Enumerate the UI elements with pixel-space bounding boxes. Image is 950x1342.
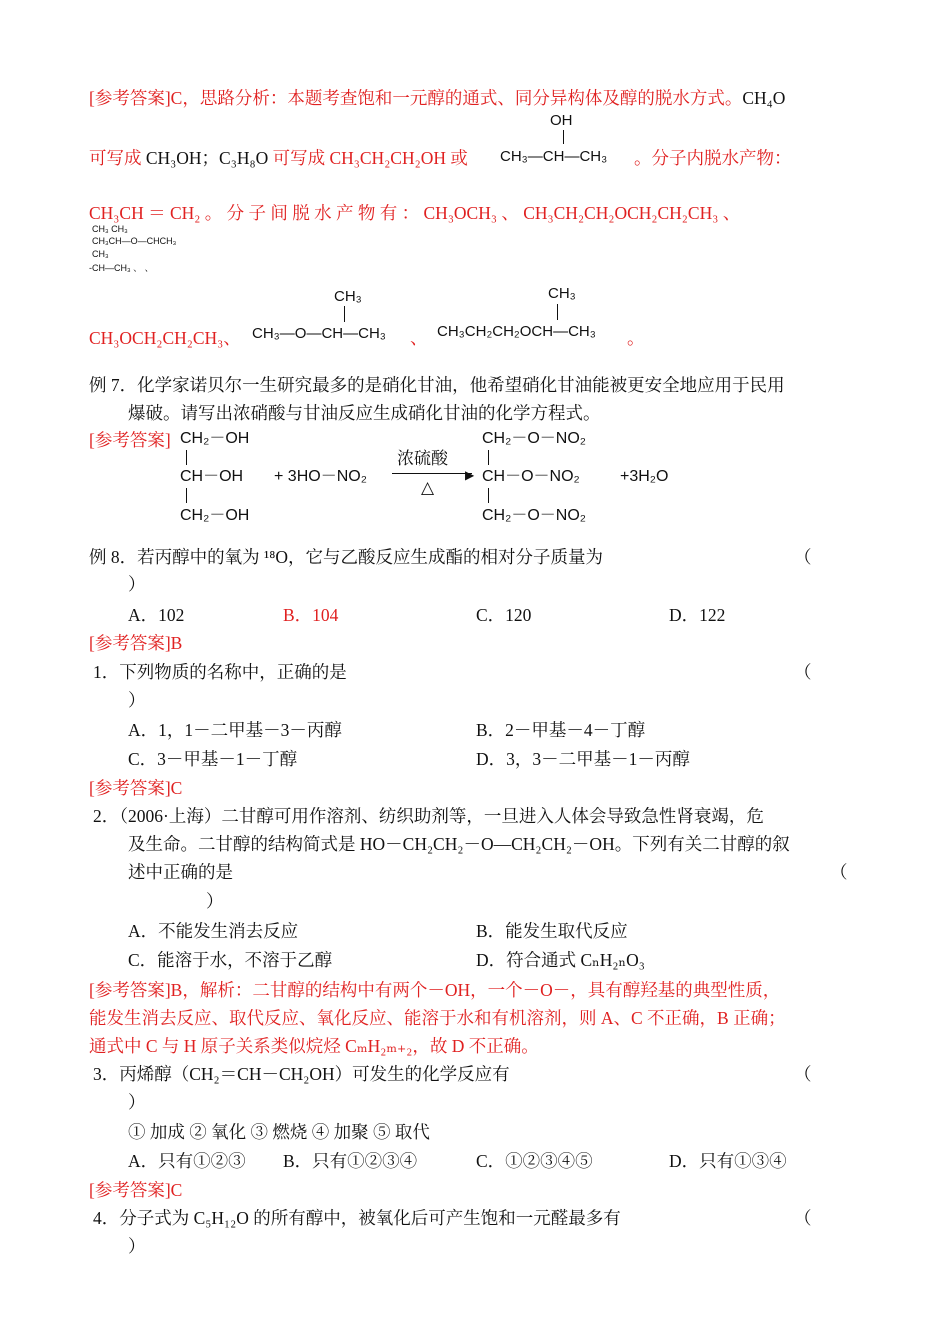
q1-option-d: D．3，3－二甲基－1－丙醇 — [476, 749, 690, 769]
text-segment: 可写成 — [89, 148, 142, 168]
ex8-option-b — [283, 603, 338, 627]
ex8-answer: [参考答案]B — [89, 633, 183, 653]
reaction-arrow — [392, 473, 472, 474]
ex6-answer-text: [参考答案]C，思路分析：本题考查饱和一元醇的通式、同分异构体及醇的脱水方式。 — [89, 88, 743, 108]
ex6-line2-tail: 。分子内脱水产物： — [634, 148, 792, 168]
q3-option-d: D．只有①③④ — [669, 1151, 787, 1171]
q2-line1: 2．（2006·上海）二甘醇可用作溶剂、纺织助剂等，一旦进入人体会导致急性肾衰竭，危 — [93, 806, 764, 826]
q4-paren-close: ） — [128, 1236, 146, 1256]
q2-option-c: C．能溶于水，不溶于乙醇 — [128, 950, 333, 970]
period: 。 — [627, 328, 645, 348]
struct2-bond — [557, 304, 558, 320]
q1-option-c: C．3－甲基－1－丁醇 — [128, 749, 298, 769]
ex6-line4-start: CH₃OCH₂CH₂CH₃、 — [89, 328, 241, 348]
q2-option-a: A．不能发生消去反应 — [128, 921, 299, 941]
tiny-structure-row1: CH₃ CH₃ — [92, 224, 128, 234]
ex6-answer-line1 — [89, 86, 785, 110]
q3-paren-close: ） — [128, 1092, 146, 1112]
struct1-ch3: CH₃ — [334, 288, 362, 305]
q2-line3: 述中正确的是 — [128, 862, 233, 882]
q3-answer: [参考答案]C — [89, 1180, 183, 1200]
q4-text: 4．分子式为 C₅H₁₂O 的所有醇中，被氧化后可产生饱和一元醛最多有 — [93, 1208, 621, 1228]
text-segment: 可写成 CH₃CH₂CH₂OH 或 — [272, 148, 468, 168]
q1-option-b: B．2－甲基－4－丁醇 — [476, 720, 646, 740]
isopropanol-chain: CH₃—CH—CH₃ — [500, 148, 608, 165]
q1-paren-close: ） — [128, 690, 146, 710]
struct1-chain: CH₃—O—CH—CH₃ — [252, 325, 386, 342]
product-line1: CH₂－O－NO₂ — [482, 430, 586, 447]
tiny-structure-row2: CH₃CH—O—CHCH₃ — [92, 236, 177, 246]
ex7-question-line2: 爆破。请写出浓硝酸与甘油反应生成硝化甘油的化学方程式。 — [128, 403, 601, 423]
glycerol-bond1 — [186, 450, 187, 465]
q1-answer: [参考答案]C — [89, 778, 183, 798]
ex7-question-line1: 例 7．化学家诺贝尔一生研究最多的是硝化甘油，他希望硝化甘油能被更安全地应用于民用 — [89, 375, 785, 395]
isopropanol-oh: OH — [550, 112, 573, 129]
q1-text: 1．下列物质的名称中，正确的是 — [93, 662, 347, 682]
ex7-answer-label: [参考答案] — [89, 430, 171, 450]
tiny-structure-row3: CH₃ — [92, 249, 109, 259]
ex8-paren-open: （ — [794, 547, 812, 567]
q3-text: 3．丙烯醇（CH₂＝CH－CH₂OH）可发生的化学反应有 — [93, 1064, 510, 1084]
q3-items: ① 加成 ② 氧化 ③ 燃烧 ④ 加聚 ⑤ 取代 — [128, 1122, 430, 1142]
ex8-paren-close: ） — [128, 574, 146, 594]
struct2-chain: CH₃CH₂CH₂OCH—CH₃ — [437, 323, 596, 340]
q2-paren-open: （ — [830, 862, 848, 882]
tiny-structure-row4: -CH—CH₃ 、 、 — [89, 263, 154, 273]
product-bond1 — [488, 450, 489, 465]
arrow-head: ▶ — [465, 468, 475, 482]
q3-paren-open: （ — [794, 1064, 812, 1084]
q4-paren-open: （ — [794, 1208, 812, 1228]
q1-option-a: A．1，1－二甲基－3－丙醇 — [128, 720, 342, 740]
q3-option-a: A．只有①②③ — [128, 1151, 246, 1171]
q2-answer-line3: 通式中 C 与 H 原子关系类似烷烃 CₘH₂ₘ₊₂，故 D 不正确。 — [89, 1036, 539, 1056]
ex6-answer-line3: CH₃CH ＝ CH₂ 。 分 子 间 脱 水 产 物 有 ： CH₃OCH₃ 、 CH₃CH₂CH₂OCH₂CH₂CH₃ 、 — [89, 203, 741, 223]
q2-option-d: D．符合通式 CₙH₂ₙO₃ — [476, 950, 645, 970]
product-line2: CH－O－NO₂ — [482, 468, 580, 485]
ex6-formula: CH₄O — [742, 88, 786, 108]
text-segment: CH₃OH；C₃H₈O — [145, 148, 269, 168]
separator: 、 — [410, 328, 428, 348]
ex6-answer-line2 — [89, 146, 468, 170]
condition-heat: △ — [421, 478, 435, 497]
q3-option-b: B．只有①②③④ — [283, 1151, 418, 1171]
isopropanol-bond — [563, 130, 564, 144]
ex8-option-a: A．102 — [128, 605, 185, 625]
q2-line2: 及生命。二甘醇的结构简式是 HO－CH₂CH₂－O—CH₂CH₂－OH。下列有关二甘醇的叙 — [128, 834, 790, 854]
ex8-option-c: C．120 — [476, 605, 532, 625]
q3-option-c: C．①②③④⑤ — [476, 1151, 593, 1171]
glycerol-line2: CH－OH — [180, 468, 244, 485]
condition-catalyst: 浓硫酸 — [397, 449, 448, 468]
glycerol-line1: CH₂－OH — [180, 430, 250, 447]
q2-answer-line1: [参考答案]B，解析：二甘醇的结构中有两个－OH，一个－O－，具有醇羟基的典型性质， — [89, 980, 781, 1000]
product-line3: CH₂－O－NO₂ — [482, 507, 586, 524]
struct1-bond — [344, 306, 345, 322]
q2-paren-close: ） — [206, 891, 224, 911]
nitric-acid: + 3HO－NO₂ — [274, 468, 367, 485]
product-bond2 — [488, 488, 489, 503]
glycerol-bond2 — [186, 488, 187, 503]
glycerol-line3: CH₂－OH — [180, 507, 250, 524]
water: +3H₂O — [620, 468, 669, 485]
q2-option-b: B．能发生取代反应 — [476, 921, 628, 941]
ex8-question: 例 8．若丙醇中的氧为 ¹⁸O，它与乙酸反应生成酯的相对分子质量为 — [89, 547, 603, 567]
ex8-option-d: D．122 — [669, 605, 726, 625]
q1-paren-open: （ — [794, 662, 812, 682]
q2-answer-line2: 能发生消去反应、取代反应、氧化反应、能溶于水和有机溶剂，则 A、C 不正确，B 正确； — [89, 1008, 786, 1028]
struct2-ch3: CH₃ — [548, 285, 576, 302]
option-text: B．104 — [283, 605, 339, 625]
